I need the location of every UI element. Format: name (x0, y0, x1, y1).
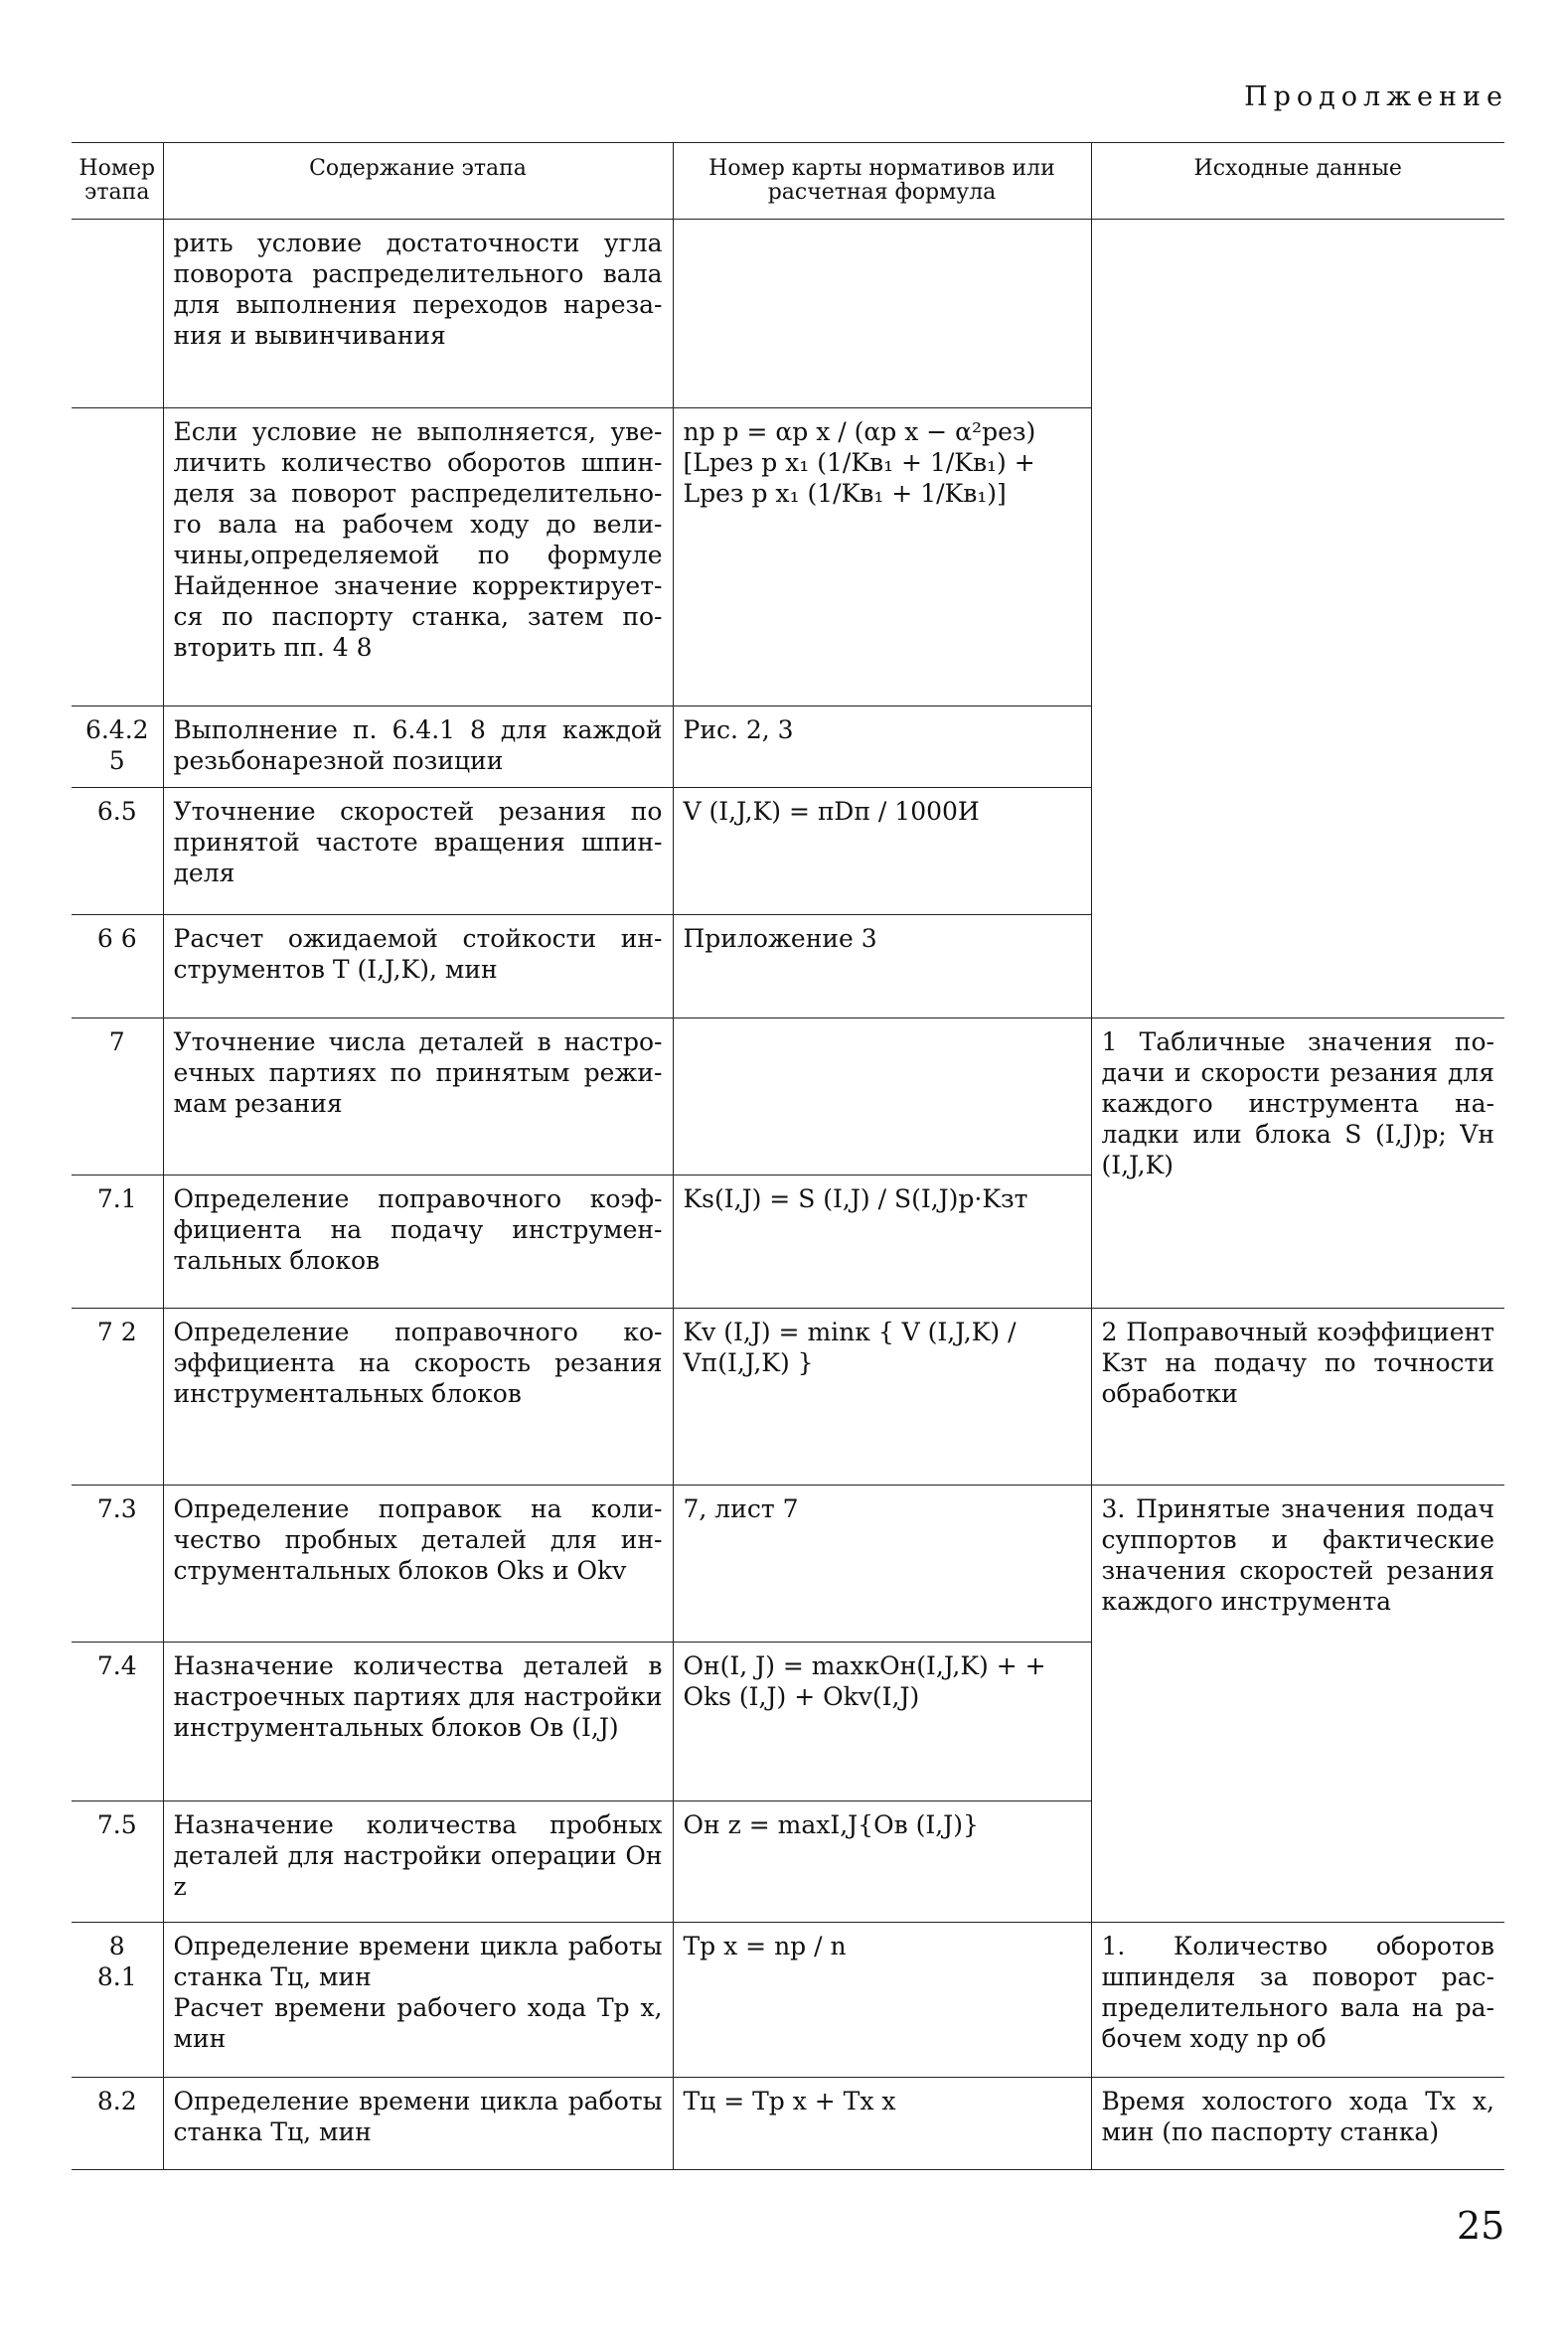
table-row (72, 220, 1504, 408)
stage-number: 7.5 (72, 1801, 163, 1923)
source-data-item: 1. Количество оборотов шпинделя за поворот распределительного вала на рабочем ходу nр об (1101, 1932, 1494, 2053)
stage-content: Определение времени цикла работы станка Tц, мин (163, 2078, 673, 2170)
stage-number: 6 6 (72, 915, 163, 1018)
stage-content: Уточнение числа деталей в настроечных партиях по принятым режимам резания (163, 1018, 673, 1175)
table-header-row (72, 143, 1504, 220)
table-row (72, 2078, 1504, 2170)
continuation-label: Продолжение (1244, 81, 1508, 112)
formula-cell (673, 220, 1091, 408)
formula-cell: Kv (I,J) = minк { V (I,J,K) / Vп(I,J,K) } (673, 1309, 1091, 1486)
source-data-item: 1 Табличные значения подачи и скорости резания для каждого инструмента наладки или блока S (I,J)р; Vн (I,J,K) (1101, 1027, 1494, 1179)
column-header-source-data: Исходные данные (1091, 143, 1504, 220)
stage-number: 7.3 (72, 1486, 163, 1643)
stage-content: Если условие не выполняется, увеличить количество оборотов шпинделя за поворот распределительного вала на рабочем ходу до величины,определяемой по формуле Найденное значение корректируется по паспорту станка, затем повторить пп. 4 8 (163, 408, 673, 706)
source-data-cell (1091, 2078, 1504, 2170)
stage-content: Выполнение п. 6.4.1 8 для каждой резьбонарезной позиции (163, 706, 673, 788)
column-header-formula: Номер карты нормативов или расчетная формула (673, 143, 1091, 220)
stage-number: 6.4.2 5 (72, 706, 163, 788)
source-data-cell (1091, 1309, 1504, 1486)
table-row (72, 1486, 1504, 1643)
formula-cell: V (I,J,K) = πDп / 1000И (673, 788, 1091, 915)
formula-cell: Oн z = maxI,J{Oв (I,J)} (673, 1801, 1091, 1923)
norms-table (72, 142, 1504, 2170)
stage-number (72, 220, 163, 408)
source-data-cell (1091, 1018, 1504, 1309)
formula-cell: Ks(I,J) = S (I,J) / S(I,J)р·Kзт (673, 1175, 1091, 1309)
formula-cell: Приложение 3 (673, 915, 1091, 1018)
stage-number: 8.2 (72, 2078, 163, 2170)
stage-content: рить условие достаточности угла поворота распределительного вала для выполнения переходов нарезания и вывинчивания (163, 220, 673, 408)
stage-number (72, 408, 163, 706)
stage-content: Назначение количества пробных деталей для настройки операции Oн z (163, 1801, 673, 1923)
formula-cell (673, 1018, 1091, 1175)
stage-content: Назначение количества деталей в настроечных партиях для настройки инструментальных блоков Oв (I,J) (163, 1643, 673, 1801)
formula-cell: nр р = αр х / (αр х − α²рез) [Lрез р х₁ (1/Kв₁ + 1/Kв₁) + Lрез р х₁ (1/Kв₁ + 1/Kв₁)] (673, 408, 1091, 706)
source-data-cell (1091, 1486, 1504, 1923)
source-data-cell (1091, 1923, 1504, 2078)
stage-number: 6.5 (72, 788, 163, 915)
column-header-stage-content: Содержание этапа (163, 143, 673, 220)
formula-cell: Oн(I, J) = maxкOн(I,J,K) + + Oks (I,J) + Okv(I,J) (673, 1643, 1091, 1801)
source-data-item: Время холостого хода Tх х, мин (по паспорту станка) (1101, 2087, 1494, 2146)
table-row (72, 1923, 1504, 2078)
stage-content: Определение времени цикла работы станка Tц, мин Расчет времени рабочего хода Tр х, мин (163, 1923, 673, 2078)
table-row (72, 1309, 1504, 1486)
formula-cell: Tр х = nр / n (673, 1923, 1091, 2078)
stage-content: Определение поправочного коэффициента на скорость резания инструментальных блоков (163, 1309, 673, 1486)
stage-content: Уточнение скоростей резания по принятой частоте вращения шпинделя (163, 788, 673, 915)
formula-cell: Рис. 2, 3 (673, 706, 1091, 788)
formula-cell: Tц = Tр х + Tх х (673, 2078, 1091, 2170)
source-data-item: 3. Принятые значения подач суппортов и фактические значения скоростей резания каждого инструмента (1101, 1494, 1494, 1616)
page-number: 25 (1457, 2204, 1505, 2248)
stage-content: Определение поправочного коэффициента на подачу инструментальных блоков (163, 1175, 673, 1309)
stage-number: 7 (72, 1018, 163, 1175)
source-data-item: 2 Поправочный коэффициент Kзт на подачу по точности обработки (1101, 1318, 1494, 1408)
stage-content: Определение поправок на количество пробных деталей для инструментальных блоков Oks и Okv (163, 1486, 673, 1643)
stage-number: 7.4 (72, 1643, 163, 1801)
formula-cell: 7, лист 7 (673, 1486, 1091, 1643)
stage-number: 7 2 (72, 1309, 163, 1486)
column-header-stage-number: Номер этапа (72, 143, 163, 220)
source-data-cell (1091, 220, 1504, 1018)
stage-content: Расчет ожидаемой стойкости инструментов T (I,J,K), мин (163, 915, 673, 1018)
stage-number: 8 8.1 (72, 1923, 163, 2078)
table-row (72, 1018, 1504, 1175)
stage-number: 7.1 (72, 1175, 163, 1309)
